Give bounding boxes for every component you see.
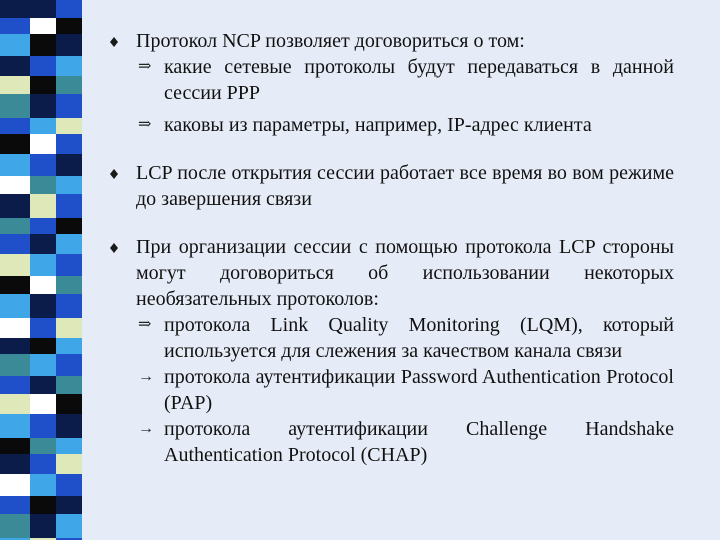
stripe-block (30, 254, 56, 276)
stripe-block (0, 118, 30, 134)
stripe-block (0, 56, 30, 76)
stripe-block (0, 338, 30, 354)
stripe-block (0, 254, 30, 276)
stripe-block (56, 454, 82, 474)
bullet-item-optional-protocols (108, 234, 674, 468)
stripe-block (30, 134, 56, 154)
stripe-block (30, 176, 56, 194)
stripe-block (30, 18, 56, 34)
stripe-block (0, 438, 30, 454)
stripe-block (0, 294, 30, 318)
stripe-block (0, 514, 30, 538)
stripe-block (0, 414, 30, 438)
stripe-block (56, 376, 82, 394)
bullet-text: LCP после открытия сессии работает все время во вом режиме до завершения связи (136, 162, 674, 210)
stripe-block (56, 276, 82, 294)
double-arrow-icon: ⇒ (138, 316, 152, 333)
bullet-item-lcp (108, 160, 674, 212)
stripe-block (30, 118, 56, 134)
sub-item (136, 312, 674, 364)
sub-item-text: каковы из параметры, например, IP-адрес клиента (164, 114, 592, 136)
sub-item-text: протокола аутентификации Password Authentication Protocol (PAP) (164, 366, 674, 414)
stripe-block (0, 376, 30, 394)
stripe-block (30, 394, 56, 414)
stripe-block (56, 496, 82, 514)
double-arrow-icon: ⇒ (138, 116, 152, 133)
stripe-block (30, 34, 56, 56)
stripe-block (30, 0, 56, 18)
stripe-block (0, 318, 30, 338)
stripe-block (30, 496, 56, 514)
stripe-block (30, 354, 56, 376)
sub-item (136, 364, 674, 416)
stripe-block (56, 194, 82, 218)
stripe-block (56, 318, 82, 338)
stripe-block (56, 218, 82, 234)
stripe-block (0, 454, 30, 474)
stripe-block (30, 294, 56, 318)
stripe-block (30, 56, 56, 76)
decorative-stripe-bar (0, 0, 82, 540)
stripe-block (56, 76, 82, 94)
sub-item (136, 112, 674, 138)
stripe-block (0, 394, 30, 414)
bullet-text: При организации сессии с помощью протокола LCP стороны могут договориться об использовании некоторых необязательных протоколов: (136, 236, 674, 310)
stripe-block (0, 154, 30, 176)
stripe-block (30, 474, 56, 496)
stripe-block (56, 474, 82, 496)
stripe-block (56, 514, 82, 538)
stripe-block (0, 134, 30, 154)
arrow-icon: → (138, 420, 154, 437)
stripe-block (56, 234, 82, 254)
diamond-bullet-icon (110, 169, 118, 179)
double-arrow-icon: ⇒ (138, 58, 152, 75)
stripe-block (30, 318, 56, 338)
stripe-block (56, 118, 82, 134)
stripe-block (56, 414, 82, 438)
stripe-block (0, 76, 30, 94)
stripe-block (0, 354, 30, 376)
sub-item-text: протокола аутентификации Challenge Handshake Authentication Protocol (CHAP) (164, 418, 674, 466)
bullet-item-ncp (108, 28, 674, 138)
stripe-block (30, 276, 56, 294)
bullet-text: Протокол NCP позволяет договориться о том: (136, 30, 525, 52)
stripe-block (56, 56, 82, 76)
slide-content (108, 28, 674, 468)
stripe-block (56, 354, 82, 376)
arrow-icon: → (138, 368, 154, 385)
stripe-block (56, 34, 82, 56)
stripe-block (0, 496, 30, 514)
stripe-block (30, 194, 56, 218)
stripe-block (56, 154, 82, 176)
stripe-block (0, 34, 30, 56)
stripe-block (30, 514, 56, 538)
stripe-block (56, 294, 82, 318)
stripe-block (0, 218, 30, 234)
stripe-block (56, 338, 82, 354)
stripe-block (30, 154, 56, 176)
stripe-block (30, 338, 56, 354)
diamond-bullet-icon (110, 243, 118, 253)
stripe-block (56, 18, 82, 34)
stripe-block (30, 454, 56, 474)
stripe-block (0, 0, 30, 18)
stripe-block (30, 218, 56, 234)
stripe-block (30, 94, 56, 118)
stripe-block (30, 438, 56, 454)
stripe-block (56, 394, 82, 414)
stripe-block (0, 176, 30, 194)
stripe-block (30, 414, 56, 438)
sub-item (136, 416, 674, 468)
stripe-block (0, 234, 30, 254)
stripe-block (56, 0, 82, 18)
stripe-block (56, 438, 82, 454)
stripe-block (56, 94, 82, 118)
stripe-block (30, 376, 56, 394)
stripe-block (0, 18, 30, 34)
stripe-block (30, 76, 56, 94)
stripe-block (56, 176, 82, 194)
stripe-block (56, 134, 82, 154)
stripe-block (0, 276, 30, 294)
stripe-block (0, 194, 30, 218)
stripe-block (56, 254, 82, 276)
diamond-bullet-icon (110, 37, 118, 47)
sub-item (136, 54, 674, 106)
stripe-block (0, 94, 30, 118)
sub-item-text: протокола Link Quality Monitoring (LQM), который используется для слежения за качеством канала связи (164, 314, 674, 362)
stripe-block (0, 474, 30, 496)
sub-item-text: какие сетевые протоколы будут передаваться в данной сессии PPP (164, 56, 674, 104)
stripe-block (30, 234, 56, 254)
